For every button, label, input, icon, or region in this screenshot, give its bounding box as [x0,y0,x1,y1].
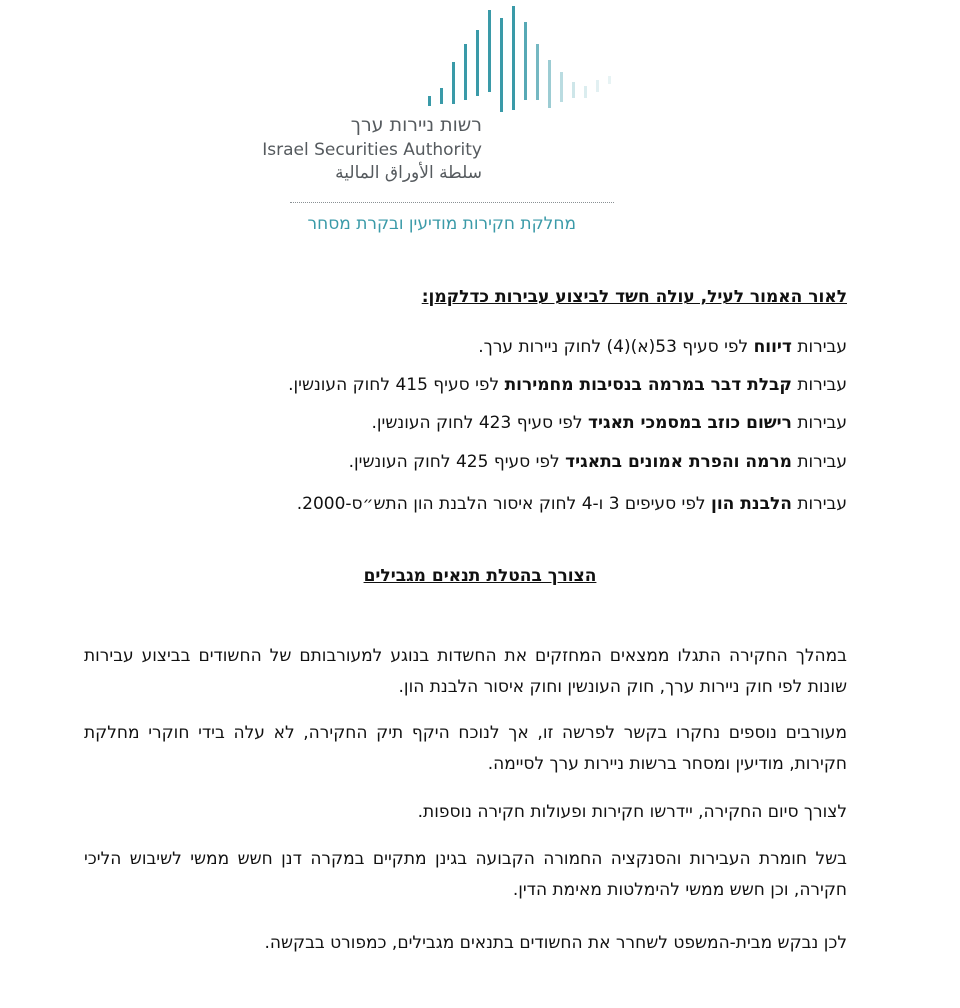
logo-bar [512,6,515,110]
logo-bar [524,22,527,100]
paragraph: לצורך סיום החקירה, יידרשו חקירות ופעולות חקירה נוספות. [417,802,847,822]
offense-item: עבירות רישום כוזב במסמכי תאגיד לפי סעיף 423 לחוק העונשין. [371,413,847,433]
logo-bar [428,96,431,106]
logo-bar [488,10,491,92]
offense-item: עבירות קבלת דבר במרמה בנסיבות מחמירות לפי סעיף 415 לחוק העונשין. [288,375,847,395]
offense-item: עבירות מרמה והפרת אמונים בתאגיד לפי סעיף 425 לחוק העונשין. [348,452,847,472]
logo-bar [572,82,575,98]
authority-name-arabic: سلطة الأوراق المالية [335,163,482,183]
authority-name-english: Israel Securities Authority [262,140,482,160]
logo-bar [560,72,563,102]
paragraph: במהלך החקירה התגלו ממצאים המחזקים את החשדות בנוגע למעורבותם של החשודים בביצוע עבירות שונות לפי חוק ניירות ערך, חוק העונשין וחוק איסור הלבנת הון. [84,646,847,697]
isa-logo-bars-icon [420,0,620,115]
paragraph: בשל חומרת העבירות והסנקציה החמורה הקבועה בגינן מתקיים במקרה דנן חשש ממשי לשיבוש הליכי חקירה, וכן חשש ממשי להימלטות מאימת הדין. [84,849,847,900]
logo-divider [290,202,614,203]
logo-bar [608,76,611,84]
suspected-offenses-heading: לאור האמור לעיל, עולה חשד לביצוע עבירות כדלקמן: [421,287,847,307]
logo-bar [476,30,479,96]
paragraph: לכן נבקש מבית-המשפט לשחרר את החשודים בתנאים מגבילים, כמפורט בבקשה. [264,933,847,953]
logo-bar [596,80,599,92]
logo-bar [440,88,443,104]
logo-bar [536,44,539,100]
offense-item: עבירות דיווח לפי סעיף 53(א)(4) לחוק ניירות ערך. [478,337,847,357]
logo-bar [500,18,503,112]
restrictive-conditions-heading: הצורך בהטלת תנאים מגבילים [363,566,597,586]
logo-bar [464,44,467,100]
paragraph: מעורבים נוספים נחקרו בקשר לפרשה זו, אך לנוכח היקף תיק החקירה, לא עלה בידי חוקרי מחלקת חקירות, מודיעין ומסחר ברשות ניירות ערך לסיימה. [84,723,847,774]
authority-name-hebrew: רשות ניירות ערך [350,114,482,136]
logo-bar [548,60,551,108]
offense-item: עבירות הלבנת הון לפי סעיפים 3 ו-4 לחוק איסור הלבנת הון התש״ס-2000. [296,494,847,514]
logo-bar [584,86,587,98]
department-name: מחלקת חקירות מודיעין ובקרת מסחר [307,214,576,234]
logo-bar [452,62,455,104]
